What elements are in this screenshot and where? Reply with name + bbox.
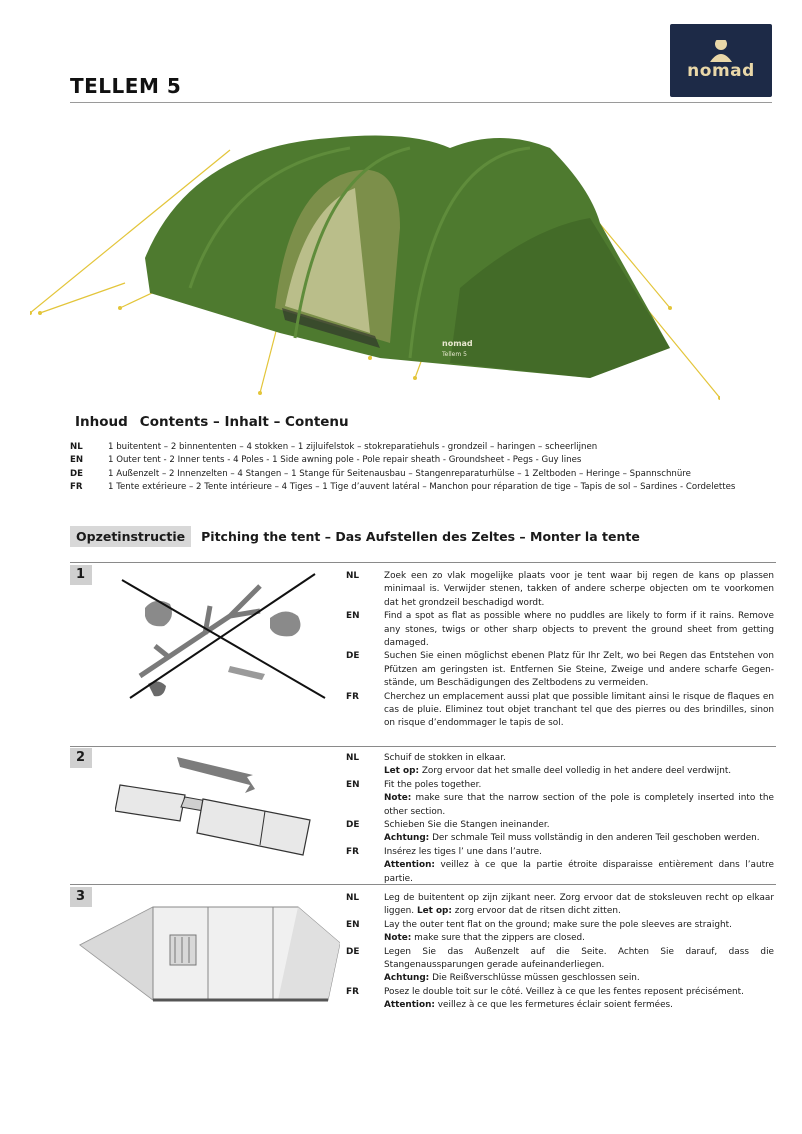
step-divider — [70, 562, 776, 563]
window-icon — [170, 935, 196, 965]
contents-row — [70, 468, 735, 481]
lang-code: EN — [346, 779, 360, 790]
instruction-paragraph — [346, 650, 774, 690]
lang-code: EN — [70, 455, 84, 466]
lang-code: DE — [346, 946, 360, 957]
pitching-title: Pitching the tent – Das Aufstellen des Zeltes – Monter la tente — [201, 528, 640, 544]
step-instructions — [346, 570, 774, 731]
note-label: Attention: — [384, 860, 435, 871]
clear-ground-illustration — [110, 566, 340, 706]
title-divider — [70, 102, 772, 103]
lang-code: DE — [70, 468, 84, 479]
instruction-paragraph — [346, 846, 774, 886]
note-text: veillez à ce que la partie étroite disparaisse entièrement dans l’autre partie. — [384, 860, 774, 884]
note-label: Let op: — [416, 906, 452, 917]
lang-code: FR — [70, 482, 83, 493]
step-number: 2 — [70, 748, 92, 768]
lang-code: NL — [346, 571, 360, 581]
instruction-paragraph — [346, 986, 774, 1013]
instruction-paragraph — [346, 779, 774, 819]
contents-list — [70, 441, 735, 495]
pitching-heading — [70, 525, 640, 547]
lang-code: EN — [346, 611, 360, 622]
note-label: Achtung: — [384, 973, 430, 984]
outer-tent-flat-illustration — [78, 905, 340, 1005]
note-text: make sure that the zippers are closed. — [414, 933, 586, 944]
instruction-text: Lay the outer tent flat on the ground; make sure the pole sleeves are straight. — [384, 919, 732, 930]
step-divider — [70, 746, 776, 747]
pole-icon — [115, 785, 310, 855]
cross-line — [122, 580, 325, 698]
instruction-paragraph — [346, 570, 774, 610]
note-label: Achtung: — [384, 833, 430, 844]
tent-model-label: Tellem 5 — [442, 351, 467, 358]
instruction-text: Schuif de stokken in elkaar. — [384, 753, 506, 763]
tent-illustration — [30, 108, 720, 408]
contents-text: 1 Outer tent - 2 Inner tents - 4 Poles - 1 Side awning pole - Pole repair sheath - Groundsheet - Pegs - Guy lines — [108, 455, 582, 466]
note-text: Die Reißverschlüsse müssen geschlossen sein. — [432, 973, 640, 984]
note-text: zorg ervoor dat de ritsen dicht zitten. — [454, 906, 621, 917]
instruction-text: Fit the poles together. — [384, 779, 482, 790]
instruction-paragraph — [346, 752, 774, 779]
contents-heading-rest: Contents – Inhalt – Contenu — [139, 414, 349, 430]
lang-code: NL — [346, 893, 360, 903]
page-title: TELLEM 5 — [70, 74, 182, 98]
lang-code: NL — [346, 753, 360, 763]
note-label: Let op: — [384, 766, 420, 777]
lang-code: EN — [346, 919, 360, 930]
note-text: make sure that the narrow section of the pole is completely inserted into the other section. — [384, 793, 774, 817]
instruction-paragraph — [346, 919, 774, 946]
contents-text: 1 buitentent – 2 binnententen – 4 stokken – 1 zijluifelstok – stokreparatiehuls - grondzeil – haringen – scheerlijnen — [108, 442, 598, 452]
pitching-label-box: Opzetinstructie — [70, 526, 191, 547]
lang-code: FR — [346, 986, 359, 997]
lang-code: NL — [70, 442, 83, 452]
lang-code: DE — [346, 820, 360, 831]
instruction-text: Insérez les tiges l’ une dans l’autre. — [384, 846, 542, 857]
note-label: Note: — [384, 933, 412, 944]
contents-row — [70, 454, 735, 467]
lang-code: DE — [346, 651, 360, 662]
instruction-text: Leg de buitentent op zijn zijkant neer. Zorg ervoor dat de stoksleuven recht op elkaar liggen. — [384, 893, 774, 917]
step-divider — [70, 884, 776, 885]
instruction-text: Schieben Sie die Stangen ineinander. — [384, 820, 550, 831]
instruction-text: Cherchez un emplacement aussi plat que possible limitant ainsi le risque de flaques en cas de pluie. Eliminez tout objet tranchant tel que des pierres ou des brindilles, sinon on risque d’endommager le tapis de sol. — [384, 691, 774, 729]
note-text: Der schmale Teil muss vollständig in den anderen Teil geschoben werden. — [432, 833, 760, 844]
note-text: veillez à ce que les fermetures éclair soient fermées. — [437, 1000, 673, 1011]
brand-name: nomad — [687, 61, 755, 81]
lang-code: FR — [346, 691, 359, 702]
instruction-paragraph — [346, 691, 774, 731]
step-instructions — [346, 752, 774, 886]
note-text: Zorg ervoor dat het smalle deel volledig in het andere deel verdwijnt. — [421, 766, 732, 777]
instruction-text: Posez le double toit sur le côté. Veillez à ce que les fentes reposent précisément. — [384, 986, 744, 997]
step-instructions — [346, 892, 774, 1013]
contents-row — [70, 481, 735, 494]
poles-illustration — [115, 755, 330, 865]
note-label: Attention: — [384, 1000, 435, 1011]
step-number: 1 — [70, 565, 92, 585]
contents-text: 1 Tente extérieure – 2 Tente intérieure – 4 Tiges – 1 Tige d’auvent latéral – Manchon pour réparation de tige – Tapis de sol – Sardines - Cordelettes — [108, 482, 736, 493]
instruction-text: Find a spot as flat as possible where no puddles are likely to form if it rains. Remove any stones, twigs or other sharp objects to prevent the ground sheet from getting damaged. — [384, 611, 774, 649]
stone-icon — [270, 611, 300, 636]
instruction-paragraph — [346, 610, 774, 650]
note-label: Note: — [384, 793, 412, 804]
instruction-paragraph — [346, 946, 774, 986]
step-number: 3 — [70, 887, 92, 907]
stone-icon — [145, 601, 172, 626]
contents-heading — [75, 414, 361, 430]
tent-brand-label: nomad — [442, 339, 473, 348]
lang-code: FR — [346, 846, 359, 857]
instruction-text: Suchen Sie einen möglichst ebenen Platz für Ihr Zelt, wo bei Regen das Entstehen von Pfützen am geringsten ist. Entfernen Sie Steine, Zweige und andere scharfe Gegen-stände, um Beschädigungen des Zeltbodens zu vermeiden. — [384, 651, 774, 689]
instruction-text: Zoek een zo vlak mogelijke plaats voor je tent waar bij regen de kans op plassen minimaal is. Verwijder stenen, takken of andere scherpe objecten om te voorkomen dat het grondzeil beschadigd wordt. — [384, 571, 774, 608]
peg-icon — [228, 666, 265, 680]
contents-text: 1 Außenzelt – 2 Innenzelten – 4 Stangen – 1 Stange für Seitenausbau – Stangenreparaturhülse – 1 Zeltboden – Heringe – Spannschnüre — [108, 468, 691, 479]
contents-row — [70, 441, 735, 454]
branch-icon — [140, 586, 260, 676]
contents-heading-nl: Inhoud — [75, 414, 128, 430]
brand-logo — [670, 24, 772, 97]
arrow-icon — [177, 757, 255, 793]
instruction-paragraph — [346, 819, 774, 846]
instruction-paragraph — [346, 892, 774, 919]
instruction-text: Legen Sie das Außenzelt auf die Seite. Achten Sie darauf, dass die Stangenaussparungen gerade aufeinanderliegen. — [384, 946, 774, 971]
